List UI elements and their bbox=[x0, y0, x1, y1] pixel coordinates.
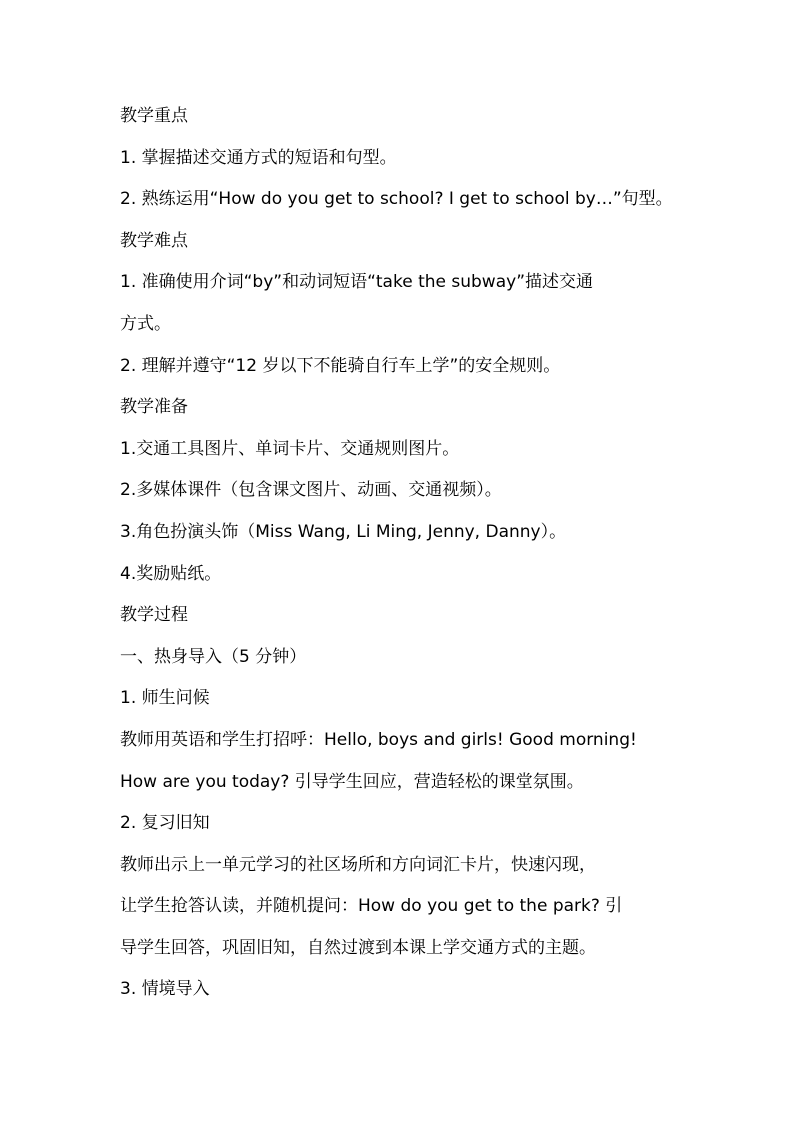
paragraph-line: 教师用英语和学生打招呼：Hello, boys and girls! Good morning! bbox=[120, 729, 637, 750]
paragraph-line: 导学生回答，巩固旧知，自然过渡到本课上学交通方式的主题。 bbox=[120, 937, 596, 958]
paragraph-line: 让学生抢答认读，并随机提问：How do you get to the park? 引 bbox=[120, 896, 623, 917]
section-heading-preparation: 教学准备 bbox=[120, 397, 188, 418]
paragraph-line: How are you today? 引导学生回应，营造轻松的课堂氛围。 bbox=[120, 771, 584, 792]
paragraph-line: 1.交通工具图片、单词卡片、交通规则图片。 bbox=[120, 438, 460, 459]
subsection-heading: 一、热身导入（5 分钟） bbox=[120, 646, 307, 667]
paragraph-line: 教师出示上一单元学习的社区场所和方向词汇卡片，快速闪现， bbox=[120, 854, 596, 875]
section-heading-key-points: 教学重点 bbox=[120, 106, 188, 126]
step-heading: 3. 情境导入 bbox=[120, 979, 210, 1000]
document-body bbox=[120, 100, 680, 1015]
paragraph-line: 1. 掌握描述交通方式的短语和句型。 bbox=[120, 147, 397, 168]
paragraph-line: 1. 准确使用介词“by”和动词短语“take the subway”描述交通 bbox=[120, 272, 593, 293]
section-heading-difficulties: 教学难点 bbox=[120, 230, 188, 251]
step-heading: 1. 师生问候 bbox=[120, 688, 210, 709]
paragraph-line: 2. 熟练运用“How do you get to school? I get to school by…”句型。 bbox=[120, 189, 673, 210]
paragraph-line: 3.角色扮演头饰（Miss Wang, Li Ming, Jenny, Danny）。 bbox=[120, 521, 567, 542]
paragraph-line: 方式。 bbox=[120, 313, 171, 334]
paragraph-line: 2.多媒体课件（包含课文图片、动画、交通视频）。 bbox=[120, 480, 502, 501]
section-heading-process: 教学过程 bbox=[120, 605, 188, 626]
paragraph-line: 4.奖励贴纸。 bbox=[120, 563, 222, 584]
step-heading: 2. 复习旧知 bbox=[120, 813, 210, 834]
paragraph-line: 2. 理解并遵守“12 岁以下不能骑自行车上学”的安全规则。 bbox=[120, 355, 561, 376]
